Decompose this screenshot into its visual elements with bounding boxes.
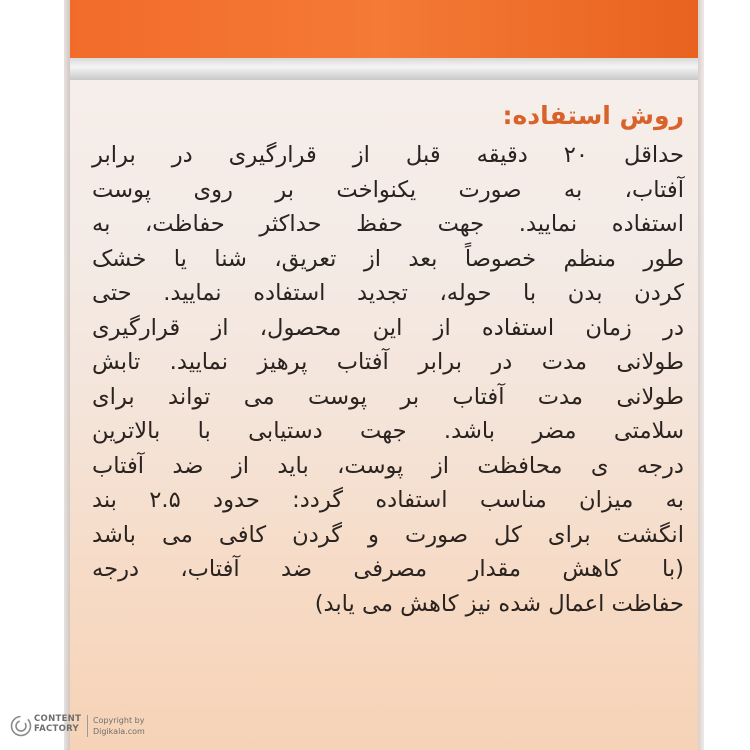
- instruction-line: طولانی مدت در برابر آفتاب پرهیز نمایید. تابش: [92, 349, 684, 375]
- watermark-brand-line2: FACTORY: [34, 724, 80, 734]
- instruction-line: طور منظم خصوصاً بعد از تعریق، شنا یا خشک: [92, 245, 684, 272]
- instruction-line: استفاده نمایید. جهت حفظ حداکثر حفاظت، به: [92, 211, 684, 237]
- instruction-line: به میزان مناسب استفاده گردد: حدود ۲.۵ بند: [92, 487, 684, 513]
- watermark-copyright: [93, 715, 145, 737]
- instruction-line: (با کاهش مقدار مصرفی ضد آفتاب، درجه: [92, 556, 684, 582]
- instruction-line: آفتاب، به صورت یکنواخت بر روی پوست: [92, 176, 684, 203]
- instruction-line: حداقل ۲۰ دقیقه قبل از قرارگیری در برابر: [92, 142, 684, 168]
- instruction-line: درجه ی محافظت از پوست، باید از ضد آفتاب: [92, 452, 684, 479]
- usage-heading: روش استفاده:: [502, 101, 684, 130]
- watermark-divider: [87, 715, 88, 737]
- watermark-brand-line1: CONTENT: [34, 714, 82, 724]
- package-left-edge: [64, 0, 70, 750]
- instruction-line: حفاظت اعمال شده نیز کاهش می یابد): [314, 590, 684, 617]
- instruction-line: انگشت برای کل صورت و گردن کافی می باشد: [92, 521, 684, 548]
- watermark-copyright-line2: Digikala.com: [93, 727, 145, 736]
- instruction-line: سلامتی مضر باشد. جهت دستیابی با بالاترین: [92, 418, 684, 444]
- instruction-line: طولانی مدت آفتاب بر پوست می تواند برای: [92, 383, 684, 410]
- package-orange-band: [68, 0, 700, 58]
- instruction-line: در زمان استفاده از این محصول، از قرارگیری: [92, 314, 684, 341]
- usage-instructions: [92, 96, 684, 621]
- watermark-copyright-line1: Copyright by: [93, 716, 145, 725]
- package-right-edge: [698, 0, 704, 750]
- watermark-brand: [34, 714, 81, 734]
- content-factory-logo-icon: [10, 715, 32, 737]
- content-factory-watermark: [10, 711, 160, 741]
- package-silver-band: [68, 58, 700, 80]
- instruction-line: کردن بدن با حوله، تجدید استفاده نمایید. حتی: [92, 280, 684, 306]
